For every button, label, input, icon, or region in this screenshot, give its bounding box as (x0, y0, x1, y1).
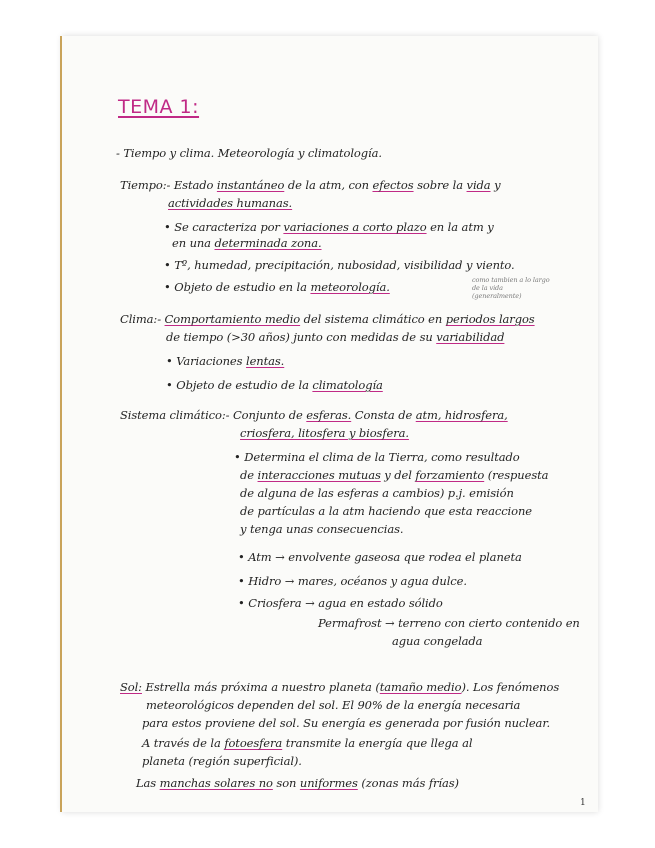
sol-line-1: Sol: Estrella más próxima a nuestro planeta (tamaño medio). Los fenómenos (120, 680, 560, 694)
notebook-page (62, 36, 598, 812)
sol-line-5: planeta (región superficial). (142, 754, 302, 768)
sol-line-4: A través de la fotoesfera transmite la energía que llega al (142, 736, 473, 750)
sistema-label: Sistema climático: (120, 408, 226, 422)
tiempo-bullet-1: • Se caracteriza por variaciones a corto plazo en la atm y (164, 220, 494, 234)
sol-line-6: Las manchas solares no son uniformes (zonas más frías) (136, 776, 459, 790)
clima-bullet-2: • Objeto de estudio de la climatología (166, 378, 383, 392)
page-title: TEMA 1: (118, 96, 200, 118)
clima-label: Clima: (120, 312, 158, 326)
sistema-esfera-atm: • Atm → envolvente gaseosa que rodea el planeta (238, 550, 522, 564)
tiempo-bullet-1-cont: en una determinada zona. (172, 236, 322, 250)
page-number: 1 (580, 798, 586, 808)
sistema-esfera-crio: • Criosfera → agua en estado sólido (238, 596, 443, 610)
sistema-desc-2: de interacciones mutuas y del forzamiento (respuesta (240, 468, 549, 482)
clima-line-2: de tiempo (>30 años) junto con medidas de su variabilidad (166, 330, 505, 344)
sistema-desc-3: de alguna de las esferas a cambios) p.j. emisión (240, 486, 514, 500)
sistema-desc-5: y tenga unas consecuencias. (240, 522, 404, 536)
intro-line: - Tiempo y clima. Meteorología y climatología. (116, 146, 382, 160)
sistema-desc-4: de partículas a la atm haciendo que esta reaccione (240, 504, 532, 518)
sol-line-3: para estos proviene del sol. Su energía es generada por fusión nuclear. (142, 716, 551, 730)
tiempo-line-2: actividades humanas. (168, 196, 293, 210)
sol-label: Sol: (120, 680, 142, 694)
clima-line-1: Clima:- Comportamiento medio del sistema climático en periodos largos (120, 312, 535, 326)
sistema-desc-1: • Determina el clima de la Tierra, como resultado (234, 450, 520, 464)
tiempo-label: Tiempo: (120, 178, 167, 192)
sistema-permafrost: Permafrost → terreno con cierto contenido en (318, 616, 580, 630)
sistema-line-1: Sistema climático:- Conjunto de esferas. Consta de atm, hidrosfera, (120, 408, 508, 422)
tiempo-bullet-2: • Tº, humedad, precipitación, nubosidad, visibilidad y viento. (164, 258, 515, 272)
tiempo-bullet-3: • Objeto de estudio en la meteorología. (164, 280, 390, 294)
side-note: como tambien a lo largo de la vida (generalmente) (472, 276, 550, 300)
sistema-line-2: criosfera, litosfera y biosfera. (240, 426, 409, 440)
sistema-esfera-hidro: • Hidro → mares, océanos y agua dulce. (238, 574, 467, 588)
clima-bullet-1: • Variaciones lentas. (166, 354, 285, 368)
sol-line-2: meteorológicos dependen del sol. El 90% de la energía necesaria (146, 698, 521, 712)
tiempo-line-1: Tiempo:- Estado instantáneo de la atm, con efectos sobre la vida y (120, 178, 501, 192)
sistema-permafrost-cont: agua congelada (392, 634, 483, 648)
